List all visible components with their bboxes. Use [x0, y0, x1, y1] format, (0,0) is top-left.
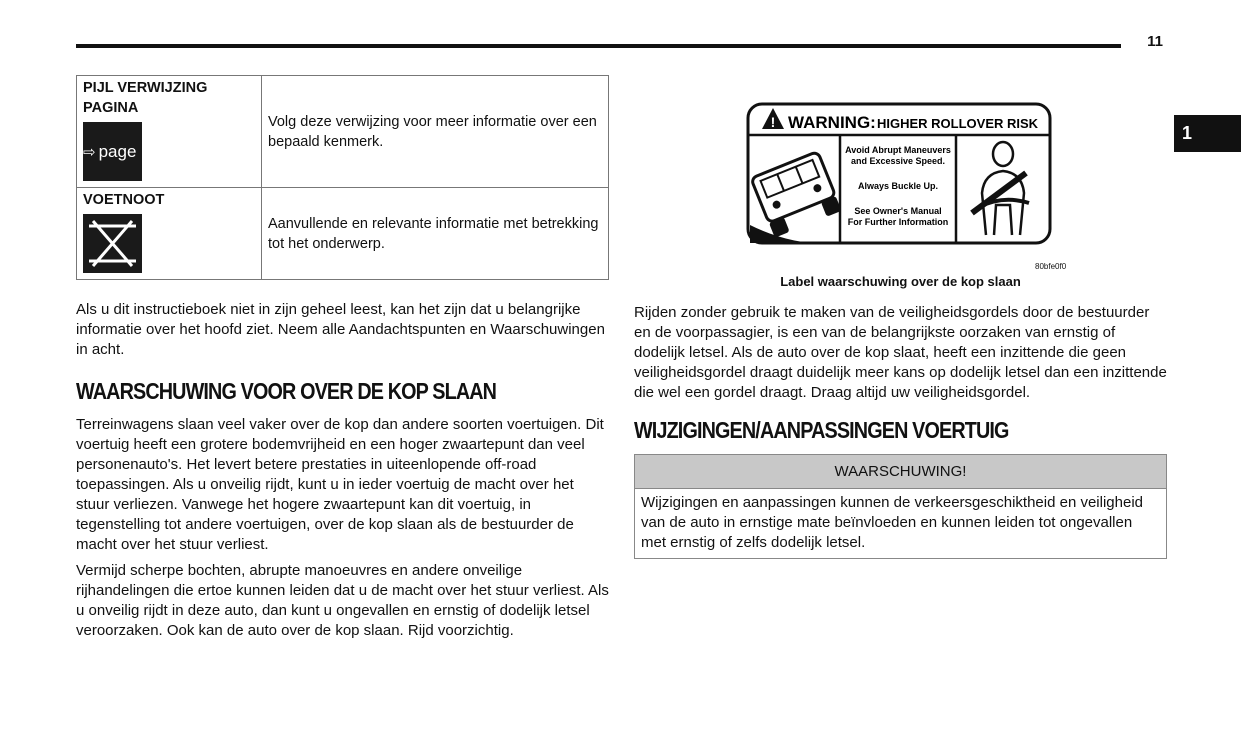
- symbol-cell: [77, 188, 262, 280]
- rollover-paragraph-1: Terreinwagens slaan veel vaker over de kop dan andere soorten voertuigen. Dit voertuig heeft een grotere bodemvrijheid en een hoger zwaartepunt dan veel personenauto's. Het levert betere prestaties in uiteenlopende off-road toepassingen. Als u onveilig rijdt, kunt u in ieder voertuig de macht over het stuur verliezen. Vanwege het hogere zwaartepunt kan dit voertuig, in tegenstelling tot andere voertuigen, over de kop slaan als de bestuurder de macht over het stuur verliest.: [76, 416, 604, 553]
- rollover-label-image: [634, 75, 1167, 270]
- label-line-4: See Owner's Manual: [854, 206, 942, 216]
- right-column: [634, 75, 1167, 559]
- table-row: [77, 188, 609, 280]
- warning-box-text: Wijzigingen en aanpassingen kunnen de verkeersgeschiktheid en veiligheid van de auto in ernstige mate beïnvloeden en kunnen leiden tot ongevallen met ernstig of zelfs dodelijk letsel.: [641, 494, 1143, 551]
- page-number: 11: [1147, 33, 1163, 50]
- warning-box: [634, 454, 1167, 559]
- figure-code: 80bfe0f0: [1035, 262, 1067, 271]
- footnote-icon: [83, 214, 142, 273]
- label-line-3: Always Buckle Up.: [857, 181, 939, 191]
- table-row: [77, 76, 609, 188]
- intro-paragraph: Als u dit instructieboek niet in zijn geheel leest, kan het zijn dat u belangrijke informatie over het hoofd ziet. Neem alle Aandachtspunten en Waarschuwingen in acht.: [76, 301, 605, 358]
- symbol-label: PIJL VERWIJZING PAGINA: [83, 80, 208, 116]
- chapter-tab[interactable]: 1: [1174, 115, 1241, 152]
- label-warning-title: HIGHER ROLLOVER RISK: [877, 116, 1039, 131]
- page-arrow-icon: ⇨ page: [83, 122, 142, 181]
- rollover-warning-label-figure: [634, 75, 1167, 270]
- figure-caption: Label waarschuwing over de kop slaan: [780, 274, 1021, 289]
- seatbelt-paragraph: Rijden zonder gebruik te maken van de veiligheidsgordels door de bestuurder en de voorpassagier, is een van de belangrijkste oorzaken van ernstig of dodelijk letsel. Als de auto over de kop slaat, heeft een inzittende die geen veiligheidsgordel draagt duidelijk meer kans op dodelijk letsel dan een inzittende die wel een gordel draagt. Draag altijd uw veiligheidsgordel.: [634, 304, 1167, 401]
- label-line-2: and Excessive Speed.: [850, 156, 946, 166]
- left-column: [76, 75, 609, 641]
- symbols-table: [76, 75, 609, 280]
- label-warning-word: WARNING:: [788, 113, 876, 132]
- svg-text:!: !: [770, 114, 776, 130]
- rollover-heading: WAARSCHUWING VOOR OVER DE KOP SLAAN: [76, 378, 497, 404]
- warning-box-header: WAARSCHUWING!: [635, 455, 1166, 489]
- modifications-heading: WIJZIGINGEN/AANPASSINGEN VOERTUIG: [634, 417, 1009, 443]
- page-icon-text: page: [98, 141, 137, 161]
- symbol-cell: [77, 76, 262, 188]
- rollover-paragraph-2: Vermijd scherpe bochten, abrupte manoeuvres en andere onveilige rijhandelingen die ertoe kunnen leiden dat u de macht over het stuur verliest. Als u onveilig rijdt in deze auto, dan kunt u ongevallen en ernstig of dodelijk letsel veroorzaken. Ook kan de auto over de kop slaan. Rijd voorzichtig.: [76, 562, 609, 639]
- header-rule: [76, 44, 1121, 48]
- description-cell: Aanvullende en relevante informatie met betrekking tot het onderwerp.: [262, 188, 609, 280]
- description-cell: Volg deze verwijzing voor meer informatie over een bepaald kenmerk.: [262, 76, 609, 188]
- label-line-1: Avoid Abrupt Maneuvers: [845, 145, 951, 155]
- label-line-5: For Further Information: [847, 217, 949, 227]
- symbol-label: VOETNOOT: [83, 192, 165, 208]
